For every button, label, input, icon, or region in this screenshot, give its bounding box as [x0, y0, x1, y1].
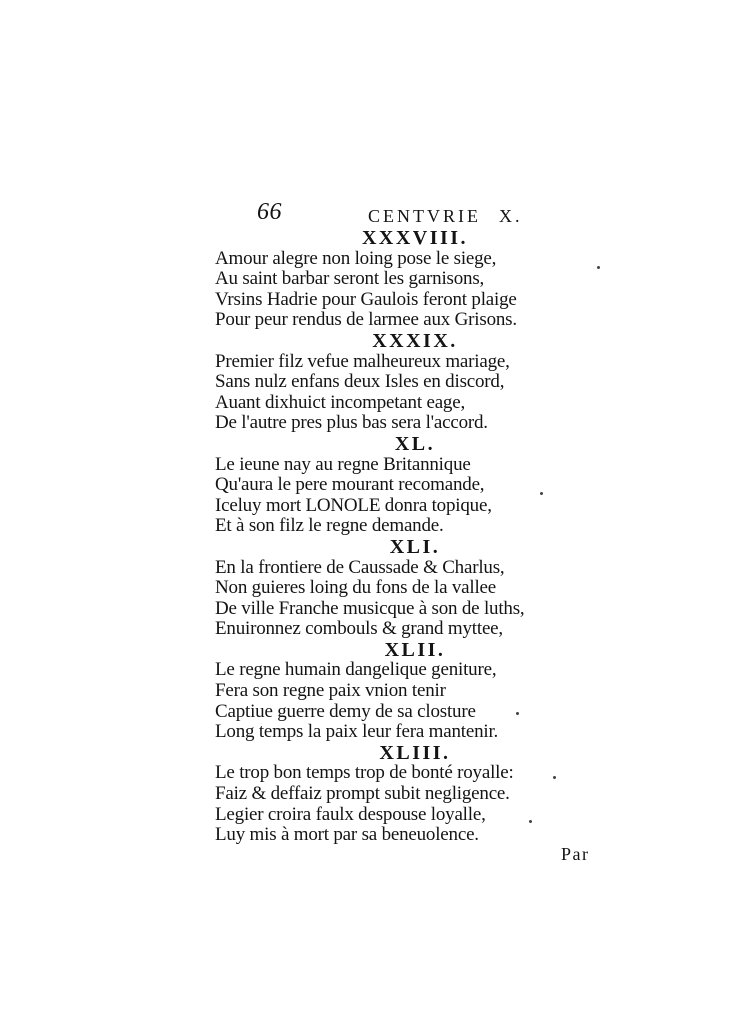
quatrain — [215, 640, 575, 743]
verse-line: Auant dixhuict incompetant eage, — [215, 391, 466, 413]
verse-line: Captiue guerre demy de sa closture — [215, 700, 476, 722]
verse-line: Pour peur rendus de larmee aux Grisons. — [215, 309, 517, 331]
verse-line: Fera son regne paix vnion tenir — [215, 680, 446, 702]
verse-line: Long temps la paix leur fera mantenir. — [215, 721, 499, 743]
verse-line: Vrsins Hadrie pour Gaulois feront plaige — [215, 288, 517, 310]
verse-line: De ville Franche musicque à son de luths, — [215, 597, 525, 619]
ink-speck — [597, 266, 600, 269]
verse-line: Legier croira faulx despouse loyalle, — [215, 803, 486, 825]
running-title: CENTVRIE — [368, 206, 481, 226]
running-number: X. — [499, 206, 523, 226]
verse-line: Iceluy mort LONOLE donra topique, — [215, 494, 492, 516]
ink-speck — [516, 712, 519, 715]
quatrain — [215, 743, 575, 846]
running-head — [368, 206, 523, 227]
verse-line: Premier filz vefue malheureux mariage, — [215, 350, 510, 372]
catchword: Par — [561, 844, 590, 864]
verse-line: En la frontiere de Caussade & Charlus, — [215, 556, 505, 578]
verse-line: Le ieune nay au regne Britannique — [215, 453, 471, 475]
ink-speck — [540, 492, 543, 495]
verse-line: Le regne humain dangelique geniture, — [215, 659, 497, 681]
verse-line: Le trop bon temps trop de bonté royalle: — [215, 762, 514, 784]
verse-line: Luy mis à mort par sa beneuolence. — [215, 824, 479, 846]
quatrain-number: XLIII. — [379, 741, 451, 764]
quatrain-number: XLI. — [389, 535, 441, 558]
page-number: 66 — [257, 199, 282, 225]
ink-speck — [529, 820, 532, 823]
verse-line: Enuironnez combouls & grand myttee, — [215, 618, 503, 640]
quatrain — [215, 434, 575, 537]
verse-line: Amour alegre non loing pose le siege, — [215, 247, 497, 269]
quatrain-number: XXXIX. — [372, 329, 458, 352]
quatrain-list — [215, 228, 575, 846]
verse-line: Sans nulz enfans deux Isles en discord, — [215, 371, 505, 393]
verse-line: Faiz & deffaiz prompt subit negligence. — [215, 783, 510, 805]
quatrain — [215, 331, 575, 434]
quatrain-number: XXXVIII. — [361, 227, 469, 249]
verse-line: Non guieres loing du fons de la vallee — [215, 577, 497, 599]
quatrain — [215, 228, 575, 331]
verse-line: Et à son filz le regne demande. — [215, 515, 444, 537]
quatrain — [215, 537, 575, 640]
ink-speck — [553, 776, 556, 779]
quatrain-number: XLII. — [384, 638, 446, 661]
verse-line: Qu'aura le pere mourant recomande, — [215, 474, 485, 496]
verse-line: De l'autre pres plus bas sera l'accord. — [215, 412, 488, 434]
verse-line: Au saint barbar seront les garnisons, — [215, 268, 485, 290]
quatrain-number: XL. — [394, 432, 436, 455]
